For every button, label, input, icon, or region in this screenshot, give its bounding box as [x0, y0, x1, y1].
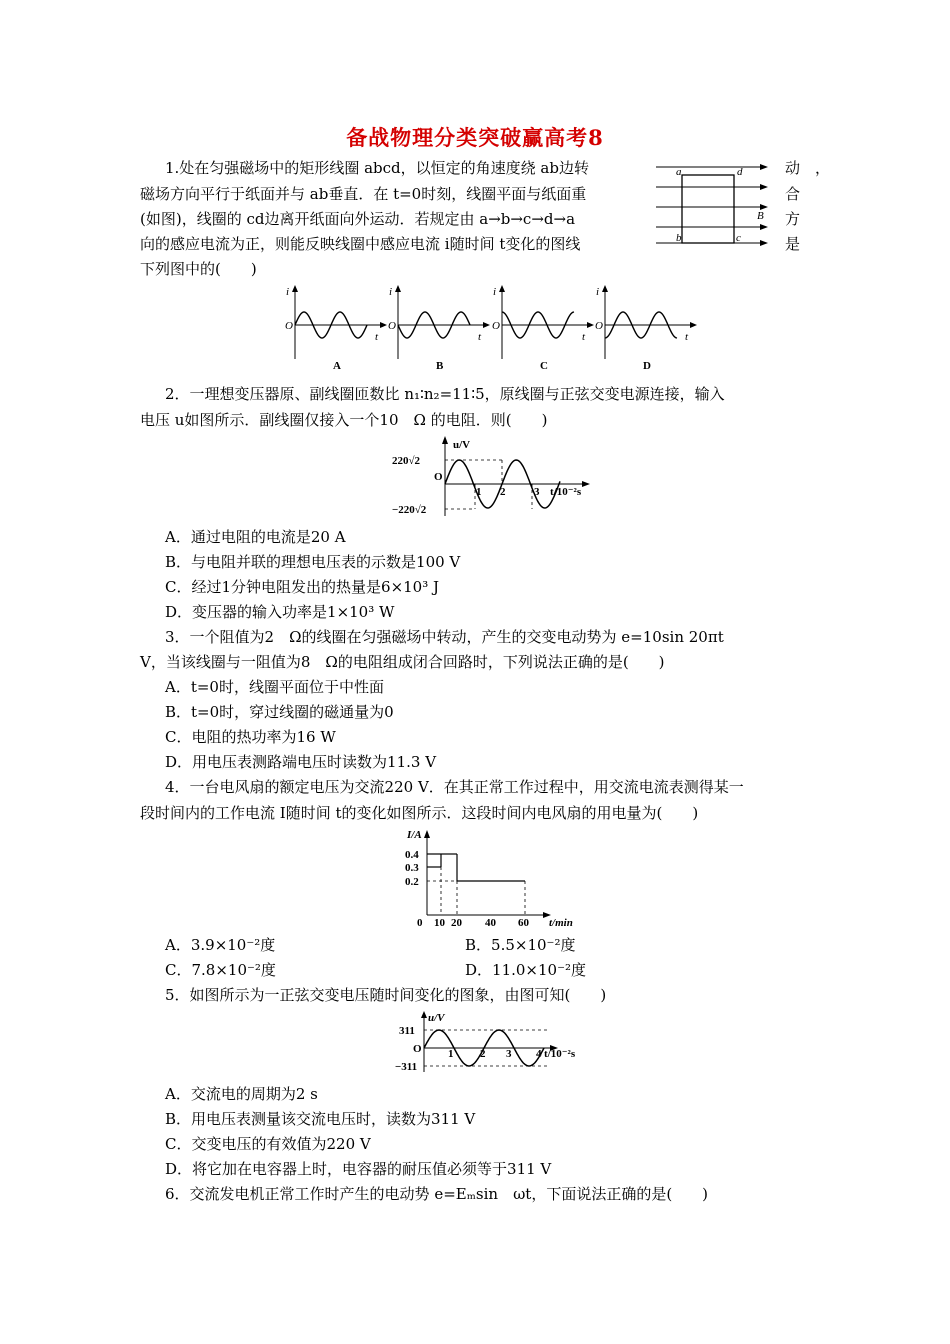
q4-line-1: 4．一台电风扇的额定电压为交流220 V．在其正常工作过程中，用交流电流表测得某一	[165, 778, 744, 796]
q2-option-d: D．变压器的输入功率是1×10³ W	[165, 603, 395, 621]
q1-graph-t-label: t	[685, 331, 689, 343]
q1-graph-i-label: i	[596, 286, 600, 298]
q2-tick-1: 1	[476, 486, 482, 498]
coil-label-d: d	[737, 166, 743, 178]
q4-xtick-2: 20	[451, 917, 462, 927]
q5-origin: O	[413, 1043, 422, 1055]
q5-option-a: A．交流电的周期为2 s	[165, 1085, 318, 1103]
q4-option-d: D．11.0×10⁻²度	[465, 961, 587, 979]
q5-option-b: B．用电压表测量该交流电压时，读数为311 V	[165, 1110, 476, 1128]
q4-ytick-2: 0.3	[405, 862, 419, 874]
q4-xtick-1: 10	[434, 917, 445, 927]
q1-graph-x-arrow	[380, 322, 387, 328]
q1-graph-x-arrow	[483, 322, 490, 328]
q1-graph-option-label: D	[643, 360, 651, 372]
q3-option-d: D．用电压表测路端电压时读数为11.3 V	[165, 753, 437, 771]
coil-label-a: a	[676, 166, 682, 178]
q1-graph-t-label: t	[478, 331, 482, 343]
q3-option-c: C．电阻的热功率为16 W	[165, 728, 336, 746]
q5-option-d: D．将它加在电容器上时，电容器的耐压值必须等于311 V	[165, 1160, 552, 1178]
q1-graph-y-arrow	[499, 285, 505, 292]
q2-ymin-label: −220√2	[392, 504, 427, 516]
q2-origin: O	[434, 471, 443, 483]
q2-option-b: B．与电阻并联的理想电压表的示数是100 V	[165, 553, 461, 571]
q1-line-2: 磁场方向平行于纸面并与 ab垂直．在 t=0时刻，线圈平面与纸面重	[140, 185, 587, 203]
q1-line-1: 1.处在匀强磁场中的矩形线圈 abcd，以恒定的角速度绕 ab边转	[165, 159, 589, 177]
q1-graph-t-label: t	[582, 331, 586, 343]
q4-ytick-1: 0.4	[405, 849, 419, 861]
q1-graph-y-arrow	[395, 285, 401, 292]
q5-tick-3: 3	[506, 1048, 512, 1060]
q5-ylabel: u/V	[428, 1012, 445, 1024]
q1-line-5: 下列图中的( )	[140, 260, 257, 278]
q4-xtick-4: 60	[518, 917, 529, 927]
q1-tail-4: 是	[785, 235, 801, 253]
q5-voltage-graph	[392, 1010, 592, 1076]
coil-field-figure	[652, 155, 772, 255]
q2-voltage-graph	[390, 434, 620, 520]
q4-ylabel: I/A	[407, 829, 422, 841]
q3-line-2: V，当该线圈与一阻值为8 Ω的电阻组成闭合回路时，下列说法正确的是( )	[140, 653, 665, 671]
q1-tail-1: 动 ，	[785, 159, 831, 177]
q2-option-c: C．经过1分钟电阻发出的热量是6×10³ J	[165, 578, 440, 596]
q4-line-2: 段时间内的工作电流 I随时间 t的变化如图所示．这段时间内电风扇的用电量为( )	[140, 804, 699, 822]
q5-ymax-label: 311	[399, 1025, 415, 1037]
q1-graph-t-label: t	[375, 331, 379, 343]
coil-label-c: c	[736, 232, 741, 244]
q1-graph-x-arrow	[587, 322, 594, 328]
q4-xtick-3: 40	[485, 917, 496, 927]
q1-graph-i-label: i	[389, 286, 393, 298]
q2-option-a: A．通过电阻的电流是20 A	[165, 528, 346, 546]
q2-tick-2: 2	[500, 486, 506, 498]
q2-xlabel: t/10⁻²s	[550, 486, 582, 498]
q4-origin: 0	[417, 917, 423, 927]
q1-graph-option-label: A	[333, 360, 341, 372]
q1-graph-i-label: i	[286, 286, 290, 298]
q2-ymax-label: 220√2	[392, 455, 421, 467]
q2-line-2: 电压 u如图所示．副线圈仅接入一个10 Ω 的电阻．则( )	[140, 411, 548, 429]
q5-option-c: C．交变电压的有效值为220 V	[165, 1135, 371, 1153]
q5-tick-1: 1	[448, 1048, 454, 1060]
q5-ymin-label: −311	[395, 1061, 418, 1073]
q1-graph-origin: O	[595, 320, 603, 332]
q1-line-4: 向的感应电流为正，则能反映线圈中感应电流 i随时间 t变化的图线	[140, 235, 581, 253]
q1-graph-x-arrow	[690, 322, 697, 328]
q5-tick-4: 4	[536, 1048, 542, 1060]
q5-line-1: 5．如图所示为一正弦交变电压随时间变化的图象，由图可知( )	[165, 986, 607, 1004]
q4-xlabel: t/min	[549, 917, 573, 927]
q4-option-c: C．7.8×10⁻²度	[165, 961, 276, 979]
q1-line-3: (如图)，线圈的 cd边离开纸面向外运动．若规定由 a→b→c→d→a	[140, 210, 576, 228]
q3-option-b: B．t=0时，穿过线圈的磁通量为0	[165, 703, 394, 721]
q3-line-1: 3．一个阻值为2 Ω的线圈在匀强磁场中转动，产生的交变电动势为 e=10sin 20πt	[165, 628, 724, 646]
page-title: 备战物理分类突破赢高考8	[346, 125, 604, 150]
q1-graph-option-label: C	[540, 360, 548, 372]
q1-graph-i-label: i	[493, 286, 497, 298]
q2-ylabel: u/V	[453, 439, 471, 451]
q3-option-a: A．t=0时，线圈平面位于中性面	[165, 678, 384, 696]
q6-line-1: 6．交流发电机正常工作时产生的电动势 e=Eₘsin ωt，下面说法正确的是( )	[165, 1185, 709, 1203]
q1-graph-origin: O	[492, 320, 500, 332]
q1-graphs	[280, 283, 700, 375]
q4-option-a: A．3.9×10⁻²度	[165, 936, 276, 954]
coil-label-b: b	[676, 232, 682, 244]
q1-graph-origin: O	[285, 320, 293, 332]
q1-graph-y-arrow	[292, 285, 298, 292]
q1-graph-y-arrow	[602, 285, 608, 292]
q2-tick-3: 3	[534, 486, 540, 498]
q5-tick-2: 2	[480, 1048, 486, 1060]
q2-line-1: 2．一理想变压器原、副线圈匝数比 n₁∶n₂=11∶5，原线圈与正弦交变电源连接，输入	[165, 385, 725, 403]
q1-tail-2: 合	[785, 185, 801, 203]
q1-tail-3: 方	[785, 210, 801, 228]
q1-graph-origin: O	[388, 320, 396, 332]
q4-current-graph	[395, 827, 585, 927]
q4-option-b: B．5.5×10⁻²度	[465, 936, 576, 954]
q4-ytick-3: 0.2	[405, 876, 419, 888]
q1-graph-option-label: B	[436, 360, 444, 372]
q5-xlabel: t/10⁻²s	[544, 1048, 576, 1060]
field-label-B: B	[757, 210, 764, 222]
